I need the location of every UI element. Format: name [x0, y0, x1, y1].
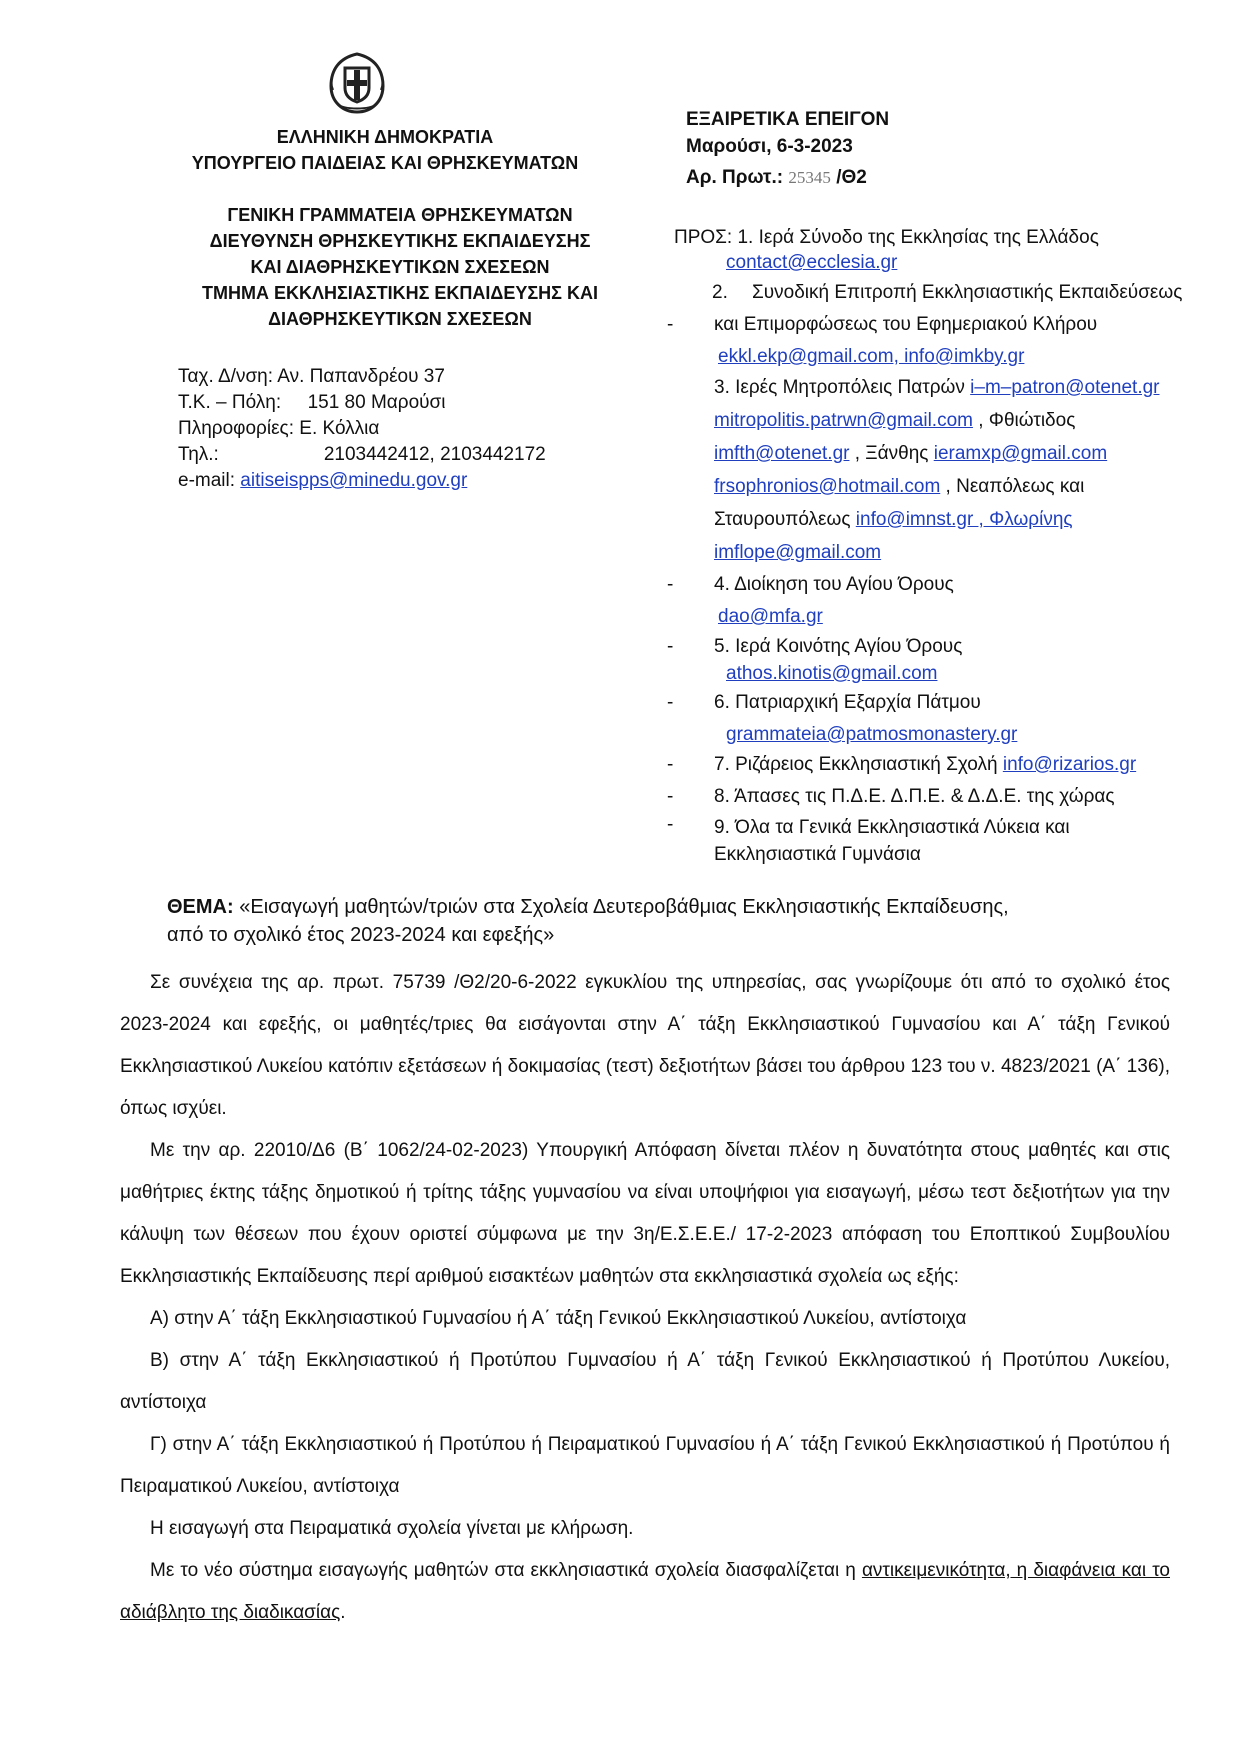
list-dash: - — [667, 754, 674, 775]
greek-coat-of-arms-emblem — [325, 50, 389, 116]
phone-value: 2103442412, 2103442172 — [323, 444, 546, 465]
department-line: ΓΕΝΙΚΗ ΓΡΑΜΜΑΤΕΙΑ ΘΡΗΣΚΕΥΜΑΤΩΝ — [227, 205, 573, 225]
recipient-3-line — [714, 377, 1160, 399]
protocol-label: Αρ. Πρωτ.: — [686, 167, 784, 188]
phone-label: Τηλ.: — [178, 444, 219, 465]
city-value: 151 80 Μαρούσι — [307, 392, 446, 413]
city-label: Τ.Κ. – Πόλη: — [178, 392, 282, 413]
recipient-1-name: 1. Ιερά Σύνοδο της Εκκλησίας της Ελλάδος — [737, 227, 1099, 248]
recipient-9-block — [714, 814, 1070, 868]
street-label: Ταχ. Δ/νση: — [178, 366, 274, 387]
paragraph: Α) στην Α΄ τάξη Εκκλησιαστικού Γυμνασίου ή Α΄ τάξη Γενικού Εκκλησιαστικού Λυκείου, αντίστοιχα — [150, 1308, 967, 1329]
subject-label: ΘΕΜΑ: — [167, 896, 234, 918]
paragraph: Β) στην Α΄ τάξη Εκκλησιαστικού ή Προτύπου Γυμνασίου ή Α΄ τάξη Γενικού Εκκλησιαστικού ή Προτύπου Λυκείου, αντίστοιχα — [120, 1350, 1170, 1413]
department-line: ΤΜΗΜΑ ΕΚΚΛΗΣΙΑΣΤΙΚΗΣ ΕΚΠΑΙΔΕΥΣΗΣ ΚΑΙ — [202, 283, 598, 303]
recipient-3-line — [714, 410, 1075, 432]
recipient-6-email[interactable]: grammateia@patmosmonastery.gr — [726, 724, 1018, 745]
street-value: Αν. Παπανδρέου 37 — [277, 366, 445, 387]
recipient-3-line — [714, 476, 1084, 498]
recipient-4-name: 4. Διοίκηση του Αγίου Όρους — [714, 574, 954, 595]
department-line: ΔΙΑΘΡΗΣΚΕΥΤΙΚΩΝ ΣΧΕΣΕΩΝ — [268, 309, 532, 329]
recipient-3-email-imflope[interactable]: imflope@gmail.com — [714, 542, 882, 563]
recipient-3-xanthis: , Ξάνθης — [854, 443, 929, 464]
recipient-1 — [674, 225, 1099, 251]
subject-block — [167, 893, 1167, 949]
paragraph-text: Με το νέο σύστημα εισαγωγής μαθητών στα εκκλησιαστικά σχολεία διασφαλίζεται η — [150, 1560, 862, 1581]
paragraph: Με την αρ. 22010/Δ6 (Β΄ 1062/24-02-2023) Υπουργική Απόφαση δίνεται πλέον η δυνατότητα στους μαθητές και στις μαθήτριες έκτης τάξης δημοτικού ή τρίτης τάξης γυμνασίου να είναι υποψήφιοι για εισαγωγή, μέσω τεστ δεξιοτήτων για την κάλυψη των θέσεων που έχουν οριστεί σύμφωνα με την 3η/Ε.Σ.Ε.Ε./ 17-2-2023 απόφαση του Εποπτικού Συμβουλίου Εκκλησιαστικής Εκπαίδευσης περί αριθμού εισακτέων μαθητών στα εκκλησιαστικά σχολεία ως εξής: — [120, 1140, 1170, 1287]
recipient-4-email[interactable]: dao@mfa.gr — [718, 606, 823, 627]
recipient-7-name: 7. Ριζάρειος Εκκλησιαστική Σχολή — [714, 754, 998, 775]
body-text — [120, 962, 1170, 1634]
underlined-phrase: αντικειμενικότητα, η διαφάνεια και το αδιάβλητο της διαδικασίας — [120, 1560, 1170, 1623]
country-name: ΕΛΛΗΝΙΚΗ ΔΗΜΟΚΡΑΤΙΑ — [276, 127, 494, 147]
recipient-9-line-a: 9. Όλα τα Γενικά Εκκλησιαστικά Λύκεια και — [714, 817, 1070, 838]
pros-label: ΠΡΟΣ: — [674, 227, 733, 248]
recipient-3-line — [714, 509, 1073, 531]
recipient-3-line — [714, 443, 1107, 465]
email-label: e-mail: — [178, 470, 236, 491]
date-line: Μαρούσι, 6-3-2023 — [686, 136, 853, 157]
ministry-name: ΥΠΟΥΡΓΕΙΟ ΠΑΙΔΕΙΑΣ ΚΑΙ ΘΡΗΣΚΕΥΜΑΤΩΝ — [191, 153, 579, 173]
paragraph-end: . — [340, 1602, 346, 1623]
recipient-3-email-patron[interactable]: i–m–patron@otenet.gr — [970, 377, 1160, 398]
department-line: ΔΙΕΥΘΥΝΣΗ ΘΡΗΣΚΕΥΤΙΚΗΣ ΕΚΠΑΙΔΕΥΣΗΣ — [209, 231, 591, 251]
header-block — [150, 124, 620, 176]
recipient-7-line — [714, 754, 1136, 776]
recipient-5-name: 5. Ιερά Κοινότης Αγίου Όρους — [714, 636, 963, 657]
recipient-9-line-b: Εκκλησιαστικά Γυμνάσια — [714, 844, 921, 865]
recipient-3-email-patrwn[interactable]: mitropolitis.patrwn@gmail.com — [714, 410, 973, 431]
list-dash: - — [667, 814, 674, 835]
info-value: Ε. Κόλλια — [299, 418, 380, 439]
recipient-2-name-a: Συνοδική Επιτροπή Εκκλησιαστικής Εκπαιδεύσεως — [752, 282, 1183, 303]
recipient-2-name-b: και Επιμορφώσεως του Εφημεριακού Κλήρου — [714, 314, 1098, 335]
recipient-3-stavroupoleos: Σταυρουπόλεως — [714, 509, 851, 530]
address-block — [178, 364, 618, 494]
recipient-3-email-frsophronios[interactable]: frsophronios@hotmail.com — [714, 476, 941, 497]
list-dash: - — [667, 786, 674, 807]
recipient-2-number: 2. — [712, 282, 728, 303]
department-block — [150, 202, 650, 332]
info-label: Πληροφορίες: — [178, 418, 294, 439]
email-link[interactable]: aitiseispps@minedu.gov.gr — [240, 470, 468, 491]
list-dash: - — [667, 574, 674, 595]
recipient-7-email[interactable]: info@rizarios.gr — [1002, 754, 1137, 775]
recipient-1-email[interactable]: contact@ecclesia.gr — [726, 252, 898, 273]
recipient-5-email[interactable]: athos.kinotis@gmail.com — [726, 663, 938, 684]
recipient-8-name: 8. Άπασες τις Π.Δ.Ε. Δ.Π.Ε. & Δ.Δ.Ε. της χώρας — [714, 786, 1115, 807]
list-dash: - — [667, 692, 674, 713]
meta-block — [686, 106, 889, 191]
recipient-3-name: 3. Ιερές Μητροπόλεις Πατρών — [714, 377, 965, 398]
department-line: ΚΑΙ ΔΙΑΘΡΗΣΚΕΥΤΙΚΩΝ ΣΧΕΣΕΩΝ — [250, 257, 550, 277]
recipient-3-email-imfth[interactable]: imfth@otenet.gr — [714, 443, 850, 464]
list-dash: - — [667, 636, 674, 657]
paragraph — [120, 1550, 1170, 1634]
urgency-label: ΕΞΑΙΡΕΤΙΚΑ ΕΠΕΙΓΟΝ — [686, 109, 890, 130]
paragraph: Η εισαγωγή στα Πειραματικά σχολεία γίνεται με κλήρωση. — [150, 1518, 634, 1539]
recipient-3-neapoleos: , Νεαπόλεως και — [945, 476, 1085, 497]
paragraph: Σε συνέχεια της αρ. πρωτ. 75739 /Θ2/20-6-2022 εγκυκλίου της υπηρεσίας, σας γνωρίζουμε ότι από το σχολικό έτος 2023-2024 και εφεξής, οι μαθητές/τριες θα εισάγονται στην Α΄ τάξη Εκκλησιαστικού Γυμνασίου και Α΄ τάξη Γενικού Εκκλησιαστικού Λυκείου κατόπιν εξετάσεων ή δοκιμασίας (τεστ) δεξιοτήτων βάσει του άρθρου 123 του ν. 4823/2021 (Α΄ 136), όπως ισχύει. — [120, 972, 1170, 1119]
list-dash: - — [667, 314, 674, 335]
subject-line-2: από το σχολικό έτος 2023-2024 και εφεξής» — [167, 924, 555, 946]
protocol-number: 25345 — [788, 168, 831, 187]
protocol-suffix: /Θ2 — [836, 167, 867, 188]
recipient-2-email[interactable]: ekkl.ekp@gmail.com, info@imkby.gr — [718, 346, 1025, 367]
subject-line-1: «Εισαγωγή μαθητών/τριών στα Σχολεία Δευτεροβάθμιας Εκκλησιαστικής Εκπαίδευσης, — [239, 896, 1009, 918]
recipient-3-email-ieramxp[interactable]: ieramxp@gmail.com — [933, 443, 1108, 464]
recipient-3-email-imnst[interactable]: info@imnst.gr , Φλωρίνης — [855, 509, 1073, 530]
recipient-3-fthiotidos: , Φθιώτιδος — [978, 410, 1076, 431]
recipient-6-name: 6. Πατριαρχική Εξαρχία Πάτμου — [714, 692, 981, 713]
paragraph: Γ) στην Α΄ τάξη Εκκλησιαστικού ή Προτύπου ή Πειραματικού Γυμνασίου ή Α΄ τάξη Γενικού Εκκλησιαστικού ή Προτύπου ή Πειραματικού Λυκείου, αντίστοιχα — [120, 1434, 1170, 1497]
